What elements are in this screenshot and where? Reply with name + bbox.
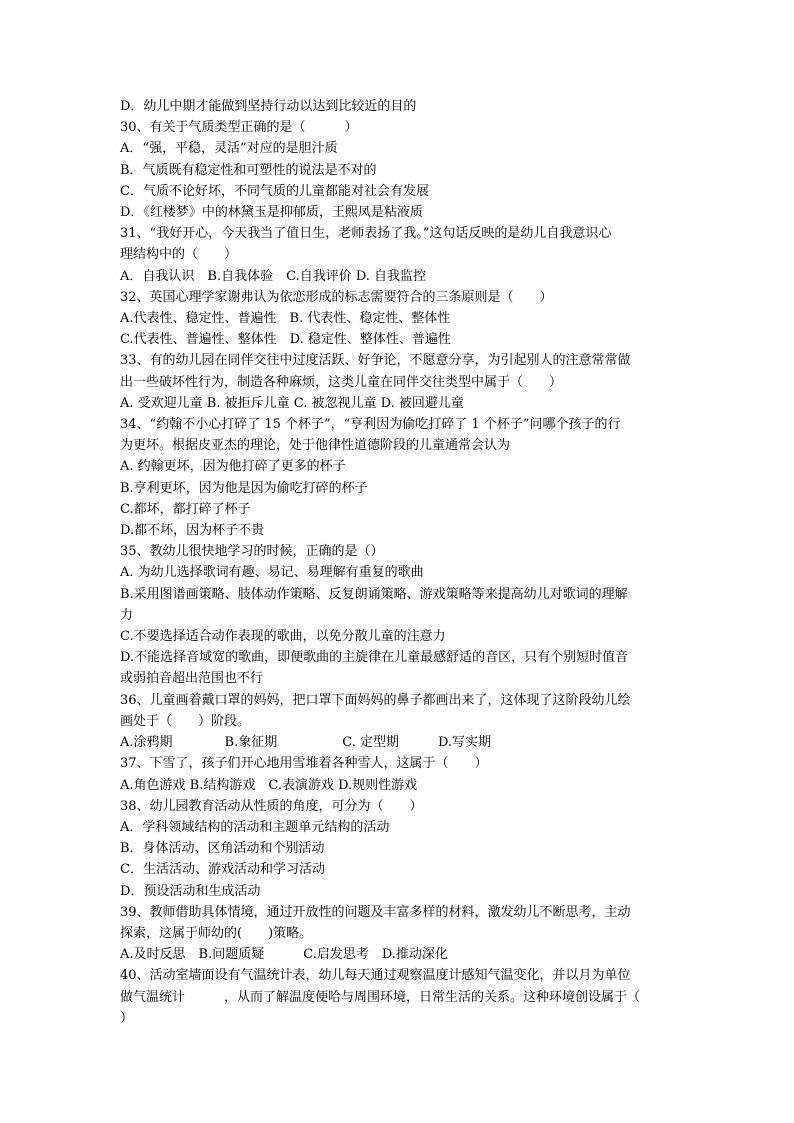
question-35-stem: 35、教幼儿很快地学习的时候，正确的是（） <box>120 544 384 560</box>
question-36-stem-cont: 画处于（ ）阶段。 <box>120 713 251 729</box>
option-line: C.不要选择适合动作表现的歌曲，以免分散儿童的注意力 <box>120 629 446 645</box>
option-line: A.角色游戏 B.结构游戏 C.表演游戏 D.规则性游戏 <box>120 777 418 793</box>
question-33-stem: 33、有的幼儿园在同伴交往中过度活跃、好争论，不愿意分享，为引起别人的注意常常做 <box>120 353 631 369</box>
option-line: A. 为幼儿选择歌词有趣、易记、易理解有重复的歌曲 <box>120 565 424 581</box>
option-line: A.及时反思 B.问题质疑 C.启发思考 D.推动深化 <box>120 947 448 963</box>
question-34-stem-cont: 为更坏。根据皮亚杰的理论，处于他律性道德阶段的儿童通常会认为 <box>120 438 511 454</box>
option-line: A．自我认识 B.自我体验 C.自我评价 D. 自我监控 <box>120 268 427 284</box>
question-40-stem-cont: 做气温统计 ，从而了解温度便哈与周围环境，日常生活的关系。这种环境创设属于（ <box>120 989 641 1005</box>
question-33-stem-cont: 出一些破坏性行为，制造各种麻烦，这类儿童在同伴交往类型中属于（ ） <box>120 374 563 390</box>
question-39-stem-cont: 探索，这属于师幼的( )策略。 <box>120 925 313 941</box>
option-line: D.都不坏，因为杯子不贵 <box>120 523 265 539</box>
question-40-stem-cont: ） <box>120 1010 134 1026</box>
option-line: D.不能选择音域宽的歌曲，即便歌曲的主旋律在儿童最感舒适的音区，只有个别短时值音 <box>120 650 629 666</box>
option-line: A.涂鸦期 B.象征期 C. 定型期 D.写实期 <box>120 735 492 751</box>
option-line: C.都坏，都打碎了杯子 <box>120 501 251 517</box>
option-line: C.代表性、普遍性、整体性 D. 稳定性、整体性、普遍性 <box>120 332 451 348</box>
option-line: B．身体活动、区角活动和个别活动 <box>120 841 325 857</box>
question-30-stem: 30、有关于气质类型正确的是（ ） <box>120 120 358 136</box>
text-line: D．幼儿中期才能做到坚持行动以达到比较近的目的 <box>120 99 417 114</box>
question-31-stem: 31、“我好开心，今天我当了值日生，老师表扬了我。”这句话反映的是幼儿自我意识心 <box>120 226 612 242</box>
option-line: C．气质不论好坏，不同气质的儿童都能对社会有发展 <box>120 183 429 199</box>
question-36-stem: 36、儿童画着戴口罩的妈妈，把口罩下面妈妈的鼻子都画出来了，这体现了这阶段幼儿绘 <box>120 692 631 708</box>
option-line: B．气质既有稳定性和可塑性的说法是不对的 <box>120 162 377 178</box>
question-39-stem: 39、教师借助具体情境，通过开放性的问题及丰富多样的材料，激发幼儿不断思考，主动 <box>120 904 631 920</box>
option-line-cont: 力 <box>120 607 134 623</box>
option-line: B.采用图谱画策略、肢体动作策略、反复朗诵策略、游戏策略等来提高幼儿对歌词的理解 <box>120 586 628 602</box>
option-line: A．学科领域结构的活动和主题单元结构的活动 <box>120 819 390 835</box>
option-line: D．预设活动和生成活动 <box>120 883 261 899</box>
document-page <box>120 96 680 1029</box>
question-38-stem: 38、幼儿园教育活动从性质的角度，可分为（ ） <box>120 798 423 814</box>
option-line: A. 受欢迎儿童 B. 被拒斥儿童 C. 被忽视儿童 D. 被回避儿童 <box>120 395 464 411</box>
question-31-stem-cont: 理结构中的（ ） <box>120 247 238 263</box>
option-line-cont: 或弱拍音超出范围也不行 <box>120 671 264 687</box>
option-line: A. 约翰更坏，因为他打碎了更多的杯子 <box>120 459 346 475</box>
question-34-stem: 34、“约翰不小心打碎了 15 个杯子”，“亨利因为偷吃打碎了 1 个杯子”问哪个孩子的行 <box>120 417 621 433</box>
option-line: D．《红楼梦》中的林黛玉是抑郁质，王熙凤是粘液质 <box>120 205 423 221</box>
question-40-stem: 40、活动室墙面设有气温统计表，幼儿每天通过观察温度计感知气温变化，并以月为单位 <box>120 968 631 984</box>
question-37-stem: 37、下雪了，孩子们开心地用雪堆着各种雪人，这属于（ ） <box>120 756 488 772</box>
question-32-stem: 32、英国心理学家谢弗认为依恋形成的标志需要符合的三条原则是（ ） <box>120 289 553 305</box>
option-line: A．“强，平稳，灵活”对应的是胆汁质 <box>120 141 338 157</box>
option-line: A.代表性、稳定性、普遍性 B. 代表性、稳定性、整体性 <box>120 311 451 327</box>
option-line: C．生活活动、游戏活动和学习活动 <box>120 862 325 878</box>
option-line: B.亨利更坏，因为他是因为偷吃打碎的杯子 <box>120 480 368 496</box>
